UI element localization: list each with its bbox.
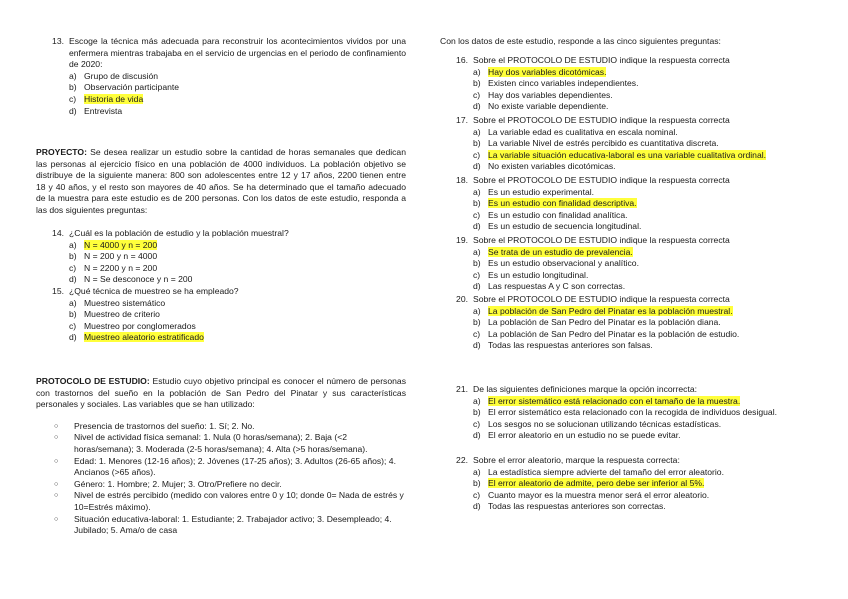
variable-text: Género: 1. Hombre; 2. Mujer; 3. Otro/Prefiere no decir. — [74, 478, 282, 489]
variable-text: Presencia de trastornos del sueño: 1. Sí; 2. No. — [74, 420, 255, 431]
option-letter: d) — [473, 501, 481, 512]
answer-option — [36, 106, 406, 118]
option-text: Observación participante — [84, 82, 180, 93]
option-text: Es un estudio de secuencia longitudinal. — [488, 221, 642, 232]
variable-item — [36, 456, 406, 479]
option-letter: c) — [69, 320, 77, 331]
option-letter: c) — [69, 93, 77, 104]
option-letter: d) — [69, 105, 77, 116]
answer-option — [440, 329, 812, 341]
answer-option — [440, 419, 812, 431]
variable-item — [36, 479, 406, 491]
answer-option — [36, 94, 406, 106]
option-letter: c) — [473, 149, 481, 160]
question-14 — [36, 228, 406, 286]
option-text: N = 2200 y n = 200 — [84, 262, 158, 273]
answer-option — [440, 247, 812, 259]
answer-option — [440, 490, 812, 502]
answer-option — [440, 78, 812, 90]
variable-item — [36, 432, 406, 455]
option-letter: b) — [473, 138, 481, 149]
option-text: Es un estudio observacional y analítico. — [488, 258, 639, 269]
answer-option — [440, 270, 812, 282]
question-17 — [440, 115, 812, 173]
option-text-highlighted: Hay dos variables dicotómicas. — [488, 66, 607, 77]
option-text-highlighted: N = 4000 y n = 200 — [84, 239, 158, 250]
option-text-highlighted: Muestreo aleatorio estratificado — [84, 332, 204, 343]
question-13 — [36, 36, 406, 117]
option-letter: d) — [69, 332, 77, 343]
answer-option — [36, 274, 406, 286]
option-text-highlighted: Historia de vida — [84, 93, 144, 104]
option-text: Es un estudio longitudinal. — [488, 269, 589, 280]
option-letter: b) — [473, 198, 481, 209]
answer-option — [440, 340, 812, 352]
option-letter: b) — [473, 407, 481, 418]
option-text: Cuanto mayor es la muestra menor será el error aleatorio. — [488, 489, 710, 500]
option-letter: c) — [473, 489, 481, 500]
option-letter: c) — [473, 328, 481, 339]
option-letter: b) — [473, 258, 481, 269]
option-text: Muestreo de criterio — [84, 309, 160, 320]
bullet-circle-icon: ○ — [54, 422, 59, 430]
answer-option — [36, 82, 406, 94]
variables-list — [36, 421, 406, 537]
option-text: La variable edad es cualitativa en escala nominal. — [488, 126, 678, 137]
answer-option — [36, 251, 406, 263]
bullet-circle-icon: ○ — [54, 457, 59, 465]
option-text: Hay dos variables dependientes. — [488, 89, 613, 100]
options — [36, 298, 406, 344]
answer-option — [36, 332, 406, 344]
option-text: El error aleatorio en un estudio no se puede evitar. — [488, 430, 681, 441]
option-text: Las respuestas A y C son correctas. — [488, 281, 626, 292]
protocolo-text: Estudio cuyo objetivo principal es conocer el número de personas con trastornos del sueño en la población de San Pedro del Pinatar y sus características personales y sociales. Las variables que se han utilizado: — [36, 376, 406, 410]
option-text-highlighted: Se trata de un estudio de prevalencia. — [488, 246, 633, 257]
option-text: N = Se desconoce y n = 200 — [84, 274, 193, 285]
question-number: 16. — [456, 55, 468, 65]
answer-option — [440, 281, 812, 293]
option-letter: b) — [473, 478, 481, 489]
answer-option — [440, 90, 812, 102]
question-19 — [440, 235, 812, 293]
question-number: 14. — [52, 228, 64, 238]
answer-option — [440, 67, 812, 79]
question-number: 17. — [456, 115, 468, 125]
option-letter: a) — [69, 70, 77, 81]
answer-option — [440, 317, 812, 329]
option-text: Es un estudio con finalidad analítica. — [488, 209, 628, 220]
protocolo-paragraph — [36, 376, 406, 411]
option-letter: a) — [473, 246, 481, 257]
question-text: Sobre el PROTOCOLO DE ESTUDIO indique la respuesta correcta — [473, 294, 730, 304]
option-letter: c) — [473, 418, 481, 429]
variable-text: Nivel de estrés percibido (medido con valores entre 0 y 10; donde 0= Nada de estrés y 10=Estrés máximo). — [74, 490, 404, 512]
bullet-circle-icon: ○ — [54, 480, 59, 488]
question-text: Sobre el PROTOCOLO DE ESTUDIO indique la respuesta correcta — [473, 55, 730, 65]
question-number: 18. — [456, 175, 468, 185]
option-text: Los sesgos no se solucionan utilizando técnicas estadísticas. — [488, 418, 722, 429]
question-number: 15. — [52, 286, 64, 296]
variable-item — [36, 490, 406, 513]
option-text: Muestreo por conglomerados — [84, 320, 196, 331]
option-letter: a) — [473, 66, 481, 77]
option-text-highlighted: La población de San Pedro del Pinatar es la población muestral. — [488, 305, 733, 316]
option-text-highlighted: Es un estudio con finalidad descriptiva. — [488, 198, 637, 209]
proyecto-paragraph — [36, 147, 406, 217]
option-letter: d) — [473, 340, 481, 351]
proyecto-text: Se desea realizar un estudio sobre la cantidad de horas semanales que dedican las personas al ejercicio físico en una población de 4000 individuos. La población objetivo se distribuye de la siguiente manera: 800 son adolescentes entre 12 y 17 años, 2200 tienen entre 18 y 40 años, y el resto son mayores de 40 años. Se ha determinado que el tamaño adecuado de la muestra para este estudio es de 200 personas. Con los datos de este estudio, responda a las dos siguientes preguntas: — [36, 147, 406, 215]
option-letter: a) — [69, 297, 77, 308]
option-text-highlighted: El error aleatorio de admite, pero debe ser inferior al 5%. — [488, 478, 705, 489]
option-text: Es un estudio experimental. — [488, 186, 595, 197]
answer-option — [36, 321, 406, 333]
protocolo-label: PROTOCOLO DE ESTUDIO: — [36, 376, 150, 386]
options — [440, 127, 812, 173]
options — [440, 187, 812, 233]
option-letter: a) — [473, 186, 481, 197]
answer-option — [440, 430, 812, 442]
question-text: Escoge la técnica más adecuada para reconstruir los acontecimientos vividos por una enfermera mientras trabajaba en el servicio de urgencias en el periodo de confinamiento de 2020: — [69, 36, 406, 70]
question-18 — [440, 175, 812, 233]
option-letter: a) — [473, 466, 481, 477]
option-text: La estadística siempre advierte del tamaño del error aleatorio. — [488, 466, 724, 477]
protocolo-section — [36, 376, 406, 537]
answer-option — [36, 263, 406, 275]
variable-text: Nivel de actividad física semanal: 1. Nula (0 horas/semana); 2. Baja (<2 horas/semana); 3. Moderada (2-5 horas/semana); 4. Alta (>5 horas/semana). — [74, 432, 368, 454]
option-letter: a) — [69, 239, 77, 250]
answer-option — [36, 240, 406, 252]
option-letter: d) — [473, 101, 481, 112]
option-letter: b) — [69, 251, 77, 262]
proyecto-label: PROYECTO: — [36, 147, 87, 157]
option-text: N = 200 y n = 4000 — [84, 251, 158, 262]
answer-option — [440, 138, 812, 150]
option-text: La variable Nivel de estrés percibido es cuantitativa discreta. — [488, 138, 719, 149]
answer-option — [440, 258, 812, 270]
answer-option — [440, 127, 812, 139]
option-text: No existe variable dependiente. — [488, 101, 609, 112]
answer-option — [440, 407, 812, 419]
question-20 — [440, 294, 812, 352]
option-letter: b) — [473, 317, 481, 328]
option-text: Todas las respuestas anteriores son falsas. — [488, 340, 653, 351]
option-text: La población de San Pedro del Pinatar es la población diana. — [488, 317, 721, 328]
answer-option — [440, 478, 812, 490]
option-letter: c) — [473, 89, 481, 100]
question-text: De las siguientes definiciones marque la opción incorrecta: — [473, 384, 698, 394]
question-number: 21. — [456, 384, 468, 394]
option-letter: c) — [69, 262, 77, 273]
answer-option — [440, 396, 812, 408]
option-text-highlighted: La variable situación educativa-laboral es una variable cualitativa ordinal. — [488, 149, 767, 160]
answer-option — [440, 198, 812, 210]
option-text-highlighted: El error sistemático está relacionado con el tamaño de la muestra. — [488, 395, 741, 406]
bullet-circle-icon: ○ — [54, 515, 59, 523]
answer-option — [440, 467, 812, 479]
answer-option — [440, 161, 812, 173]
right-intro: Con los datos de este estudio, responde a las cinco siguientes preguntas: — [440, 36, 721, 46]
variable-text: Edad: 1. Menores (12-16 años); 2. Jóvenes (17-25 años); 3. Adultos (26-65 años); 4. Ancianos (>65 años). — [74, 455, 396, 478]
answer-option — [36, 309, 406, 321]
option-text: La población de San Pedro del Pinatar es la población de estudio. — [488, 328, 740, 339]
question-text: ¿Cuál es la población de estudio y la población muestral? — [69, 228, 289, 238]
option-letter: a) — [473, 305, 481, 316]
variable-item — [36, 421, 406, 433]
question-22 — [440, 455, 812, 513]
bullet-circle-icon: ○ — [54, 434, 59, 442]
option-letter: b) — [473, 78, 481, 89]
option-text: El error sistemático esta relacionado con la recogida de individuos desigual. — [488, 407, 778, 418]
option-letter: c) — [473, 209, 481, 220]
question-text: Sobre el PROTOCOLO DE ESTUDIO indique la respuesta correcta — [473, 235, 730, 245]
answer-option — [440, 306, 812, 318]
answer-option — [36, 71, 406, 83]
option-letter: a) — [473, 395, 481, 406]
answer-option — [440, 210, 812, 222]
question-number: 22. — [456, 455, 468, 465]
options — [440, 306, 812, 352]
question-number: 19. — [456, 235, 468, 245]
option-letter: d) — [473, 161, 481, 172]
answer-option — [440, 501, 812, 513]
options — [440, 396, 812, 442]
option-text: Todas las respuestas anteriores son correctas. — [488, 501, 666, 512]
variable-item — [36, 514, 406, 537]
option-letter: b) — [69, 309, 77, 320]
question-15 — [36, 286, 406, 344]
answer-option — [36, 298, 406, 310]
bullet-circle-icon: ○ — [54, 492, 59, 500]
option-letter: d) — [473, 430, 481, 441]
options — [440, 67, 812, 113]
answer-option — [440, 187, 812, 199]
options — [440, 467, 812, 513]
question-text: Sobre el PROTOCOLO DE ESTUDIO indique la respuesta correcta — [473, 115, 730, 125]
option-letter: d) — [473, 221, 481, 232]
option-letter: b) — [69, 82, 77, 93]
option-text: Muestreo sistemático — [84, 297, 166, 308]
question-number: 20. — [456, 294, 468, 304]
answer-option — [440, 150, 812, 162]
options — [36, 240, 406, 286]
option-letter: a) — [473, 126, 481, 137]
answer-option — [440, 101, 812, 113]
option-letter: d) — [473, 281, 481, 292]
option-text: No existen variables dicotómicas. — [488, 161, 616, 172]
option-letter: c) — [473, 269, 481, 280]
options — [36, 71, 406, 117]
option-letter: d) — [69, 274, 77, 285]
option-text: Grupo de discusión — [84, 70, 159, 81]
question-text: Sobre el PROTOCOLO DE ESTUDIO indique la respuesta correcta — [473, 175, 730, 185]
option-text: Existen cinco variables independientes. — [488, 78, 639, 89]
answer-option — [440, 221, 812, 233]
question-text: Sobre el error aleatorio, marque la respuesta correcta: — [473, 455, 680, 465]
options — [440, 247, 812, 293]
question-text: ¿Qué técnica de muestreo se ha empleado? — [69, 286, 239, 296]
variable-text: Situación educativa-laboral: 1. Estudiante; 2. Trabajador activo; 3. Desempleado; 4. Jubilado; 5. Ama/o de casa — [74, 513, 392, 536]
question-number: 13. — [52, 36, 64, 46]
question-21 — [440, 384, 812, 442]
option-text: Entrevista — [84, 105, 123, 116]
question-16 — [440, 55, 812, 113]
